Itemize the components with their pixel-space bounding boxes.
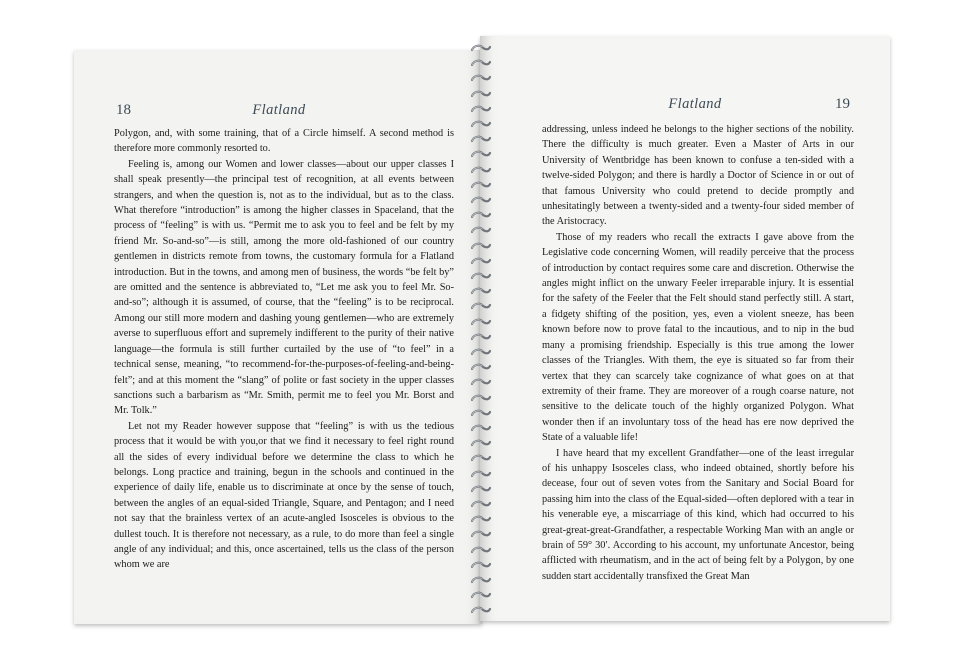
spiral-coil [470, 576, 492, 584]
spiral-coil [470, 363, 492, 371]
spiral-coil [470, 485, 492, 493]
page-number: 19 [835, 96, 850, 112]
spiral-coil [470, 242, 492, 250]
spiral-coil [470, 74, 492, 82]
spiral-coil [470, 439, 492, 447]
spiral-coil [470, 196, 492, 204]
running-title: Flatland [252, 102, 306, 118]
spiral-coil [470, 302, 492, 310]
spiral-coil [470, 105, 492, 113]
spiral-coil [470, 166, 492, 174]
spiral-coil [470, 424, 492, 432]
spiral-coil [470, 181, 492, 189]
spiral-coil [470, 606, 492, 614]
left-page-body [114, 126, 454, 573]
page-number: 18 [116, 102, 131, 118]
spiral-coil [470, 135, 492, 143]
spiral-coil [470, 272, 492, 280]
spiral-coil [470, 530, 492, 538]
running-title: Flatland [668, 96, 722, 112]
spiral-coil [470, 409, 492, 417]
spiral-coil [470, 500, 492, 508]
paragraph: Polygon, and, with some training, that of a Circle himself. A second method is therefore more commonly resorted to. [114, 128, 454, 155]
spiral-coil [470, 90, 492, 98]
paragraph: Let not my Reader however suppose that “feeling” is with us the tedious process that it would be with you,or that we find it necessary to feel right round all the sides of every individual before we determine the class to which he belongs. Long practice and training, begun in the schools and continued in the experience of daily life, enable us to discriminate at once by the sense of touch, between the angles of an equal-sided Triangle, Square, and Pentagon; and I need not say that the brainless vertex of an acute-angled Isosceles is obvious to the dullest touch. It is therefore not necessary, as a rule, to do more than feel a single angle of any individual; and this, once ascertained, tells us the class of the person whom we are [114, 420, 454, 571]
spiral-coil [470, 226, 492, 234]
spiral-coil [470, 211, 492, 219]
left-page [74, 50, 482, 624]
paragraph: addressing, unless indeed he belongs to the higher sections of the nobility. There the difficulty is much greater. Even a Master of Arts in our University of Wentbridge has been known to confuse a ten-sided with a twelve-sided Polygon; and there is hardly a Doctor of Science in or out of that famous University who could pretend to decide promptly and unhesitatingly between a twenty-sided and a twenty-four sided member of the Aristocracy. [542, 124, 854, 228]
paragraph: Those of my readers who recall the extracts I gave above from the Legislative code concerning Women, will readily perceive that the process of introduction by contact requires some care and discretion. Otherwise the angles might inflict on the unwary Feeler irreparable injury. It is essential for the safety of the Feeler that the Felt should stand perfectly still. A start, a fidgety shifting of the position, yes, even a violent sneeze, has been known before now to prove fatal to the incautious, and to nip in the bud many a promising friendship. Especially is this true among the lower classes of the Triangles. With them, the eye is situated so far from their vertex that they can scarcely take cognizance of what goes on at that extremity of their frame. They are moreover of a rough coarse nature, not sensitive to the delicate touch of the highly organized Polygon. What wonder then if an involuntary toss of the head has ere now deprived the State of a valuable life! [542, 231, 854, 444]
spiral-coil [470, 470, 492, 478]
spiral-coil [470, 44, 492, 52]
spiral-coil [470, 561, 492, 569]
spiral-coil [470, 120, 492, 128]
spiral-coil [470, 287, 492, 295]
right-page-body [542, 122, 854, 584]
spiral-coil [470, 333, 492, 341]
spiral-coil [470, 394, 492, 402]
spiral-coil [470, 591, 492, 599]
spiral-coil [470, 318, 492, 326]
spiral-coil [470, 59, 492, 67]
spiral-coil [470, 515, 492, 523]
right-page-header [540, 96, 850, 114]
spiral-coil [470, 150, 492, 158]
spiral-coil [470, 546, 492, 554]
right-page [480, 36, 890, 621]
paragraph: I have heard that my excellent Grandfather—one of the least irregular of his unhappy Isosceles class, who indeed obtained, shortly before his decease, four out of seven votes from the Sanitary and Social Board for passing him into the class of the Equal-sided—often deplored with a tear in his venerable eye, a miscarriage of this kind, which had occurred to his great-great-great-Grandfather, a respectable Working Man with an angle or brain of 59° 30′. According to his account, my unfortunate Ancestor, being afflicted with rheumatism, and in the act of being felt by a Polygon, by one sudden start accidentally transfixed the Great Man [542, 447, 854, 582]
spiral-coil [470, 454, 492, 462]
paragraph: Feeling is, among our Women and lower classes—about our upper classes I shall speak presently—the principal test of recognition, at all events between strangers, and when the question is, not as to the individual, but as to the class. What therefore “introduction” is among the higher classes in Spaceland, that the process of “feeling” is with us. “Permit me to ask you to feel and be felt by my friend Mr. So-and-so”—is still, among the more old-fashioned of our country gentlemen in districts remote from towns, the customary formula for a Flatland introduction. But in the towns, and among men of business, the words “be felt by” are omitted and the sentence is abbreviated to, “Let me ask you to feel Mr. So-and-so”; although it is assumed, of course, that the “feeling” is to be reciprocal. Among our still more modern and dashing young gentlemen—who are extremely averse to superfluous effort and supremely indifferent to the purity of their native language—the formula is still further curtailed by the use of “to feel” in a technical sense, meaning, “to recommend-for-the-purposes-of-feeling-and-being-felt”; and at this moment the “slang” of polite or fast society in the upper classes sanctions such a barbarism as “Mr. Smith, permit me to feel you Mr. Borst and Mr. Tolk.” [114, 158, 454, 417]
spiral-coil [470, 257, 492, 265]
left-page-header [116, 102, 442, 120]
spiral-coil [470, 348, 492, 356]
spiral-binding [470, 36, 492, 624]
spiral-coil [470, 378, 492, 386]
